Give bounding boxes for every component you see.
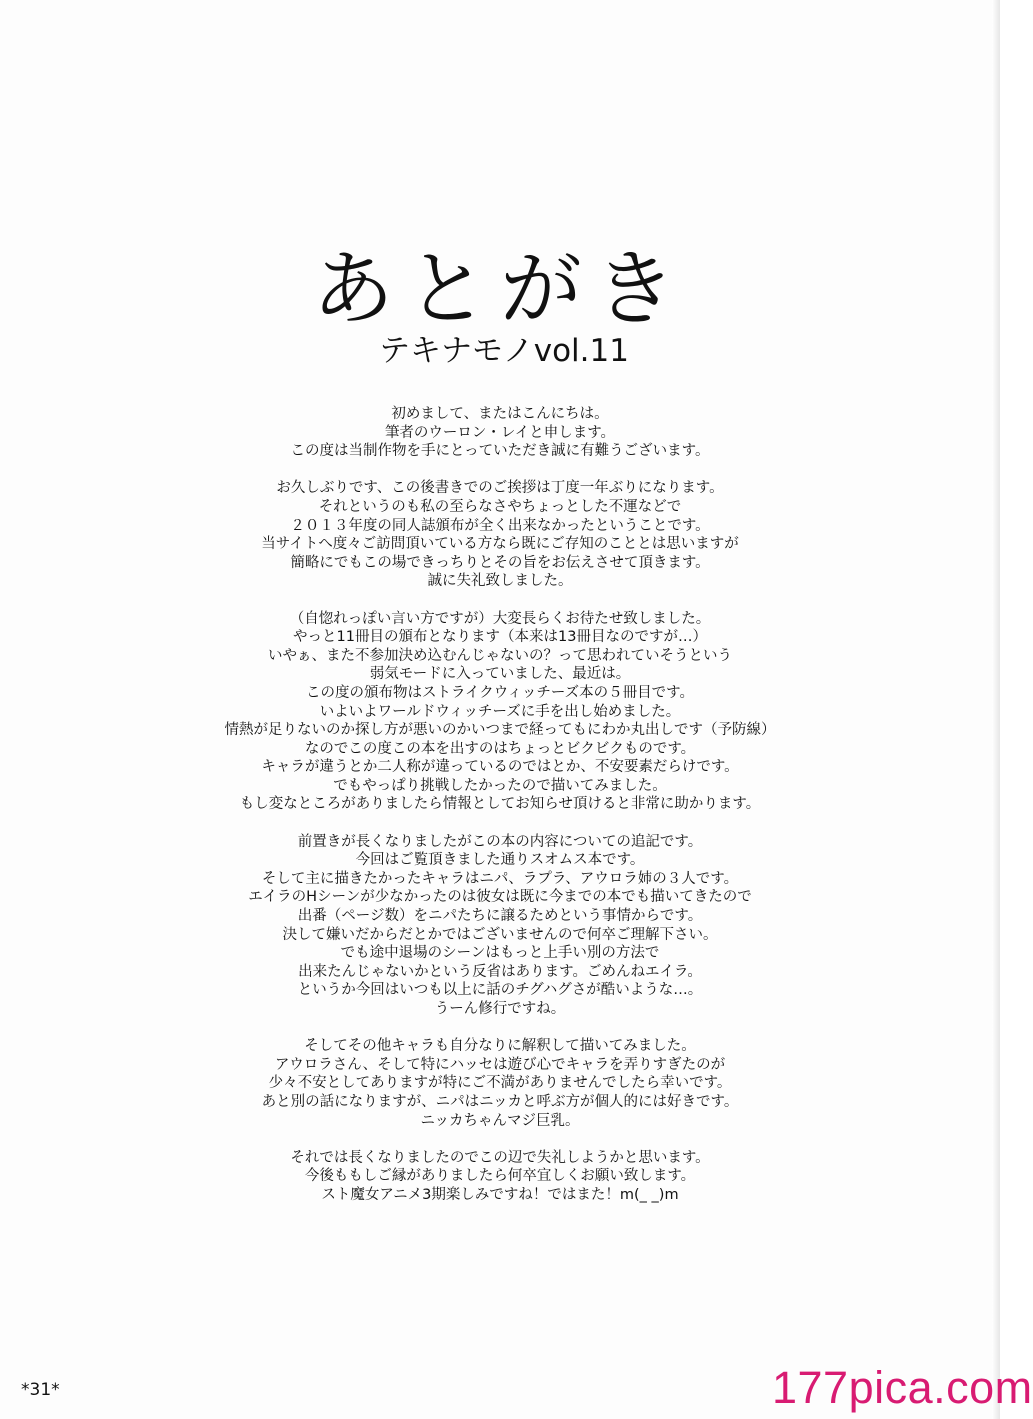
text-line: 簡略にでもこの場できっちりとその旨をお伝えさせて頂きます。 xyxy=(290,554,710,571)
afterword-body xyxy=(180,405,820,1205)
text-line: エイラのHシーンが少なかったのは彼女は既に今までの本でも描いてきたので xyxy=(248,889,752,906)
site-watermark: 177pica.com xyxy=(772,1362,1033,1413)
text-line: でもやっぱり挑戦したかったので描いてみました。 xyxy=(333,777,667,794)
text-line: 初めまして、またはこんにちは。 xyxy=(391,406,609,422)
text-line: 今回はご覧頂きました通りスオムス本です。 xyxy=(355,852,645,869)
text-line: それでは長くなりましたのでこの辺で失礼しようかと思います。 xyxy=(290,1149,710,1166)
page-edge-shadow xyxy=(992,0,1000,1419)
text-line: 誠に失礼致しました。 xyxy=(427,573,573,590)
paragraph xyxy=(180,833,820,1019)
paragraph xyxy=(180,479,820,591)
text-line: ニッカちゃんマジ巨乳。 xyxy=(420,1112,580,1129)
text-line: もし変なところがありましたら情報としてお知らせ頂けると非常に助かります。 xyxy=(239,796,761,813)
page-title: あとがき xyxy=(311,242,688,337)
text-line: そして主に描きたかったキャラはニパ、ラプラ、アウロラ姉の３人です。 xyxy=(261,870,739,887)
text-line: この度の頒布物はストライクウィッチーズ本の５冊目です。 xyxy=(305,684,695,701)
text-line: でも途中退場のシーンはもっと上手い別の方法で xyxy=(340,945,660,962)
text-line: 少々不安としてありますが特にご不満がありませんでしたら幸いです。 xyxy=(268,1075,732,1092)
text-line: いよいよワールドウィッチーズに手を出し始めました。 xyxy=(319,703,681,720)
text-line: アウロラさん、そして特にハッセは遊び心でキャラを弄りすぎたのが xyxy=(274,1056,726,1073)
paragraph xyxy=(180,1149,820,1205)
text-line: 筆者のウーロン・レイと申します。 xyxy=(384,424,616,441)
text-line: なのでこの度この本を出すのはちょっとビクビクものです。 xyxy=(304,740,696,757)
text-line: ２０１３年度の同人誌頒布が全く出来なかったということです。 xyxy=(290,517,710,534)
text-line: うーん修行ですね。 xyxy=(434,1001,566,1017)
page-number: *31* xyxy=(21,1380,60,1400)
text-line: やっと11冊目の頒布となります（本来は13冊目なのですが…） xyxy=(293,629,707,646)
text-line: （自惚れっぽい言い方ですが）大変長らくお待たせ致しました。 xyxy=(289,610,711,627)
text-line: というか今回はいつも以上に話のチグハグさが酷いような…。 xyxy=(297,982,703,999)
text-line: 弱気モードに入っていました、最近は。 xyxy=(369,666,631,683)
text-line: あと別の話になりますが、ニパはニッカと呼ぶ方が個人的には好きです。 xyxy=(261,1093,739,1110)
text-line: 決して嫌いだからだとかではございませんので何卒ご理解下さい。 xyxy=(282,926,718,943)
text-line: お久しぶりです、この後書きでのご挨拶は丁度一年ぶりになります。 xyxy=(276,480,724,497)
text-line: そしてその他キャラも自分なりに解釈して描いてみました。 xyxy=(304,1038,696,1055)
text-line: この度は当制作物を手にとっていただき誠に有難うございます。 xyxy=(290,443,710,460)
text-line: 前置きが長くなりましたがこの本の内容についての追記です。 xyxy=(297,833,703,850)
text-line: 出来たんじゃないかという反省はあります。ごめんねエイラ。 xyxy=(298,963,702,980)
text-line: スト魔女アニメ3期楽しみですね！ではまた！m(_ _)m xyxy=(321,1186,679,1203)
text-line: 今後ももしご縁がありましたら何卒宜しくお願い致します。 xyxy=(304,1168,696,1185)
text-line: 情熱が足りないのか探し方が悪いのかいつまで経ってもにわか丸出しです（予防線） xyxy=(224,722,776,739)
text-line: それというのも私の至らなさやちょっとした不運などで xyxy=(318,498,682,515)
text-line: いやぁ、また不参加決め込むんじゃないの？って思われていそうという xyxy=(268,647,732,664)
text-line: 出番（ページ数）をニパたちに譲るためという事情からです。 xyxy=(297,908,703,925)
paragraph xyxy=(180,610,820,815)
paragraph xyxy=(180,1037,820,1130)
paragraph xyxy=(180,405,820,461)
text-line: 当サイトへ度々ご訪問頂いている方なら既にご存知のこととは思いますが xyxy=(261,536,739,553)
page-subtitle: テキナモノvol.11 xyxy=(379,333,629,369)
text-line: キャラが違うとか二人称が違っているのではとか、不安要素だらけです。 xyxy=(261,759,739,776)
